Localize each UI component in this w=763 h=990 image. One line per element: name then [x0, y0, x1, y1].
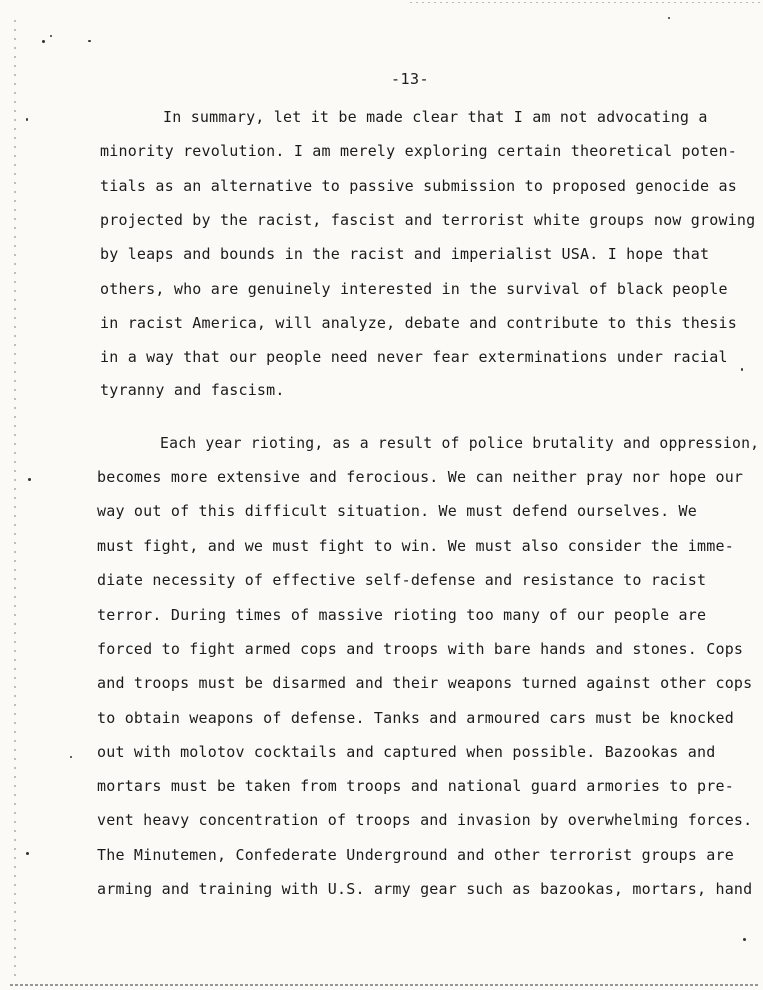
- scan-speck: [28, 478, 31, 481]
- text-line: and troops must be disarmed and their weapons turned against other cops: [97, 674, 753, 692]
- scan-speck: [668, 17, 670, 19]
- text-line: others, who are genuinely interested in the survival of black people: [100, 280, 728, 298]
- text-line: In summary, let it be made clear that I am not advocating a: [163, 108, 708, 126]
- scan-edge-top: [410, 2, 760, 3]
- text-line: mortars must be taken from troops and national guard armories to pre-: [97, 777, 734, 795]
- scan-edge-bottom: [10, 984, 760, 986]
- text-line: Each year rioting, as a result of police brutality and oppression,: [160, 434, 760, 452]
- scan-speck: [26, 118, 28, 121]
- scan-speck: [743, 938, 746, 941]
- text-line: out with molotov cocktails and captured when possible. Bazookas and: [97, 743, 716, 761]
- text-line: way out of this difficult situation. We must defend ourselves. We: [97, 502, 697, 520]
- text-line: forced to fight armed cops and troops with bare hands and stones. Cops: [97, 640, 744, 658]
- text-line: vent heavy concentration of troops and invasion by overwhelming forces.: [97, 811, 753, 829]
- scan-speck: [741, 368, 743, 371]
- scan-speck: [70, 756, 72, 758]
- text-line: The Minutemen, Confederate Underground and other terrorist groups are: [97, 846, 734, 864]
- text-line: must fight, and we must fight to win. We must also consider the imme-: [97, 537, 734, 555]
- text-line: to obtain weapons of defense. Tanks and armoured cars must be knocked: [97, 709, 734, 727]
- text-line: minority revolution. I am merely exploring certain theoretical poten-: [100, 142, 737, 160]
- text-line: diate necessity of effective self-defense and resistance to racist: [97, 571, 707, 589]
- scan-speck: [42, 40, 45, 43]
- text-line: tyranny and fascism.: [100, 381, 285, 399]
- scan-speck: [50, 35, 52, 37]
- page-number: -13-: [390, 70, 430, 88]
- text-line: tials as an alternative to passive submission to proposed genocide as: [100, 177, 737, 195]
- text-line: projected by the racist, fascist and terrorist white groups now growing: [100, 211, 756, 229]
- scan-speck: [26, 852, 29, 855]
- text-line: arming and training with U.S. army gear such as bazookas, mortars, hand: [97, 880, 753, 898]
- text-line: in a way that our people need never fear exterminations under racial: [100, 348, 728, 366]
- text-line: by leaps and bounds in the racist and imperialist USA. I hope that: [100, 245, 710, 263]
- text-line: in racist America, will analyze, debate and contribute to this thesis: [100, 314, 737, 332]
- text-line: becomes more extensive and ferocious. We can neither pray nor hope our: [97, 468, 744, 486]
- scan-edge-left: [14, 20, 16, 980]
- scan-speck: [88, 40, 91, 42]
- text-line: terror. During times of massive rioting too many of our people are: [97, 606, 707, 624]
